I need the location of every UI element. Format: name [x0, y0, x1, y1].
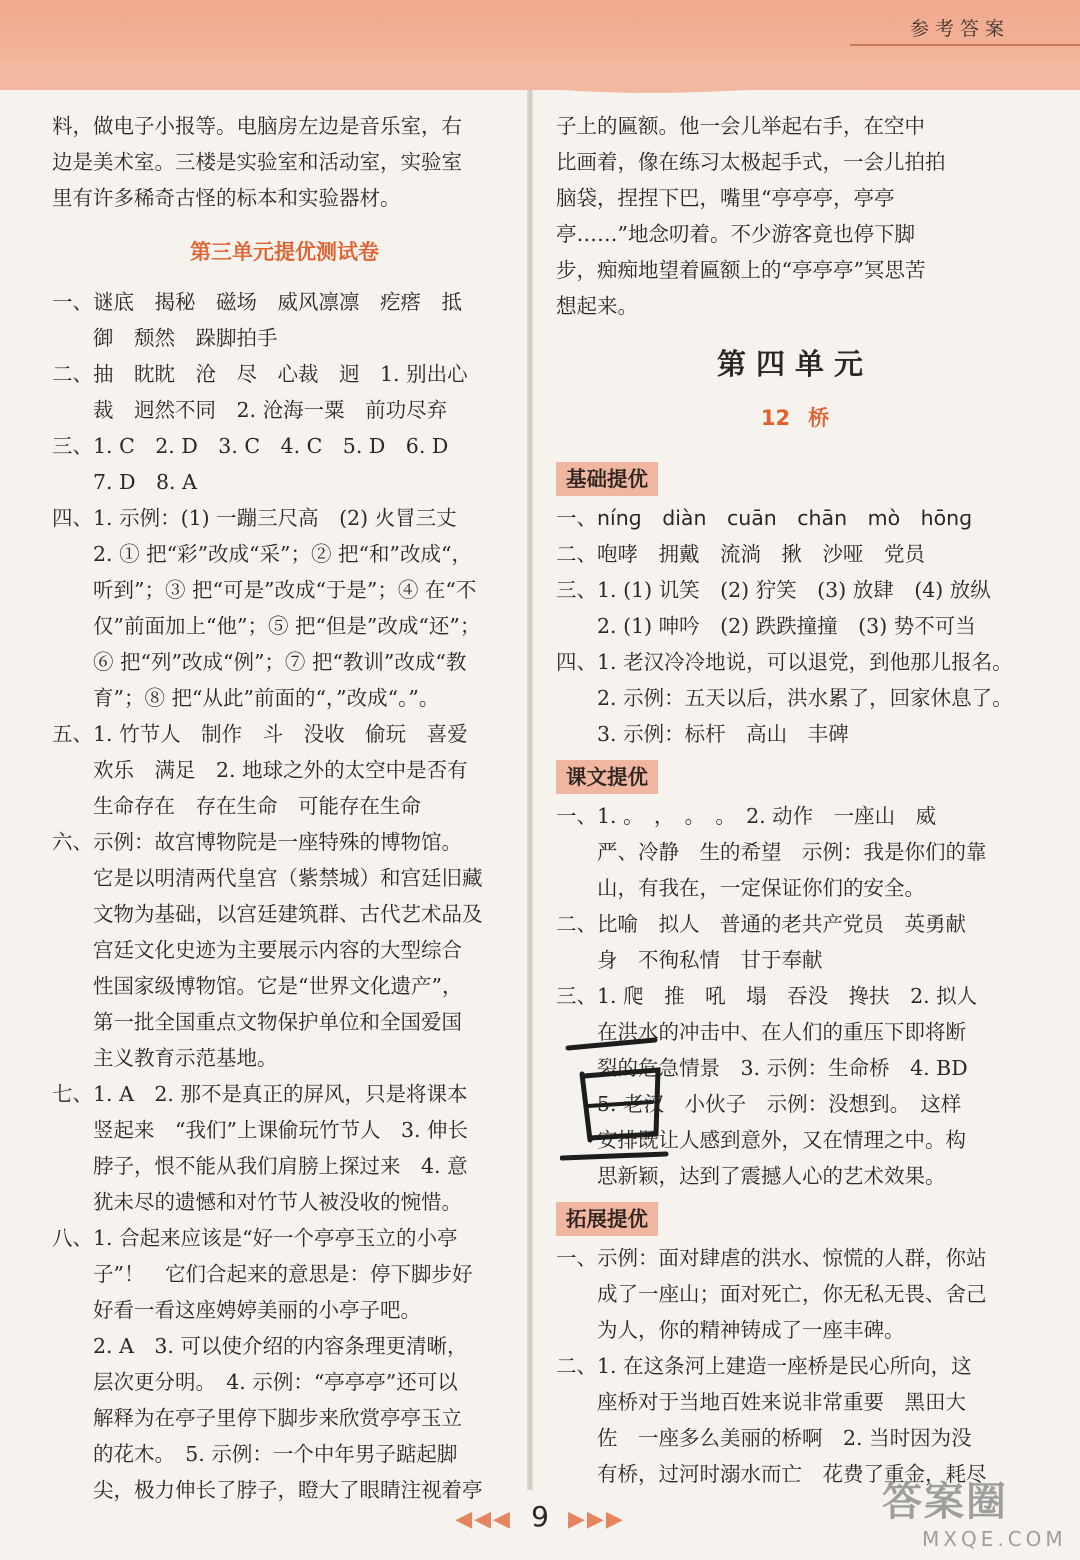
right-column	[556, 108, 1034, 1492]
text-line: 想起来。	[556, 294, 638, 318]
section-title: 第三单元提优测试卷	[190, 240, 379, 264]
text-line: 听到”；③ 把“可是”改成“于是”；④ 在“不	[93, 578, 477, 602]
text-line: 层次更分明。 4. 示例：“亭亭亭”还可以	[93, 1370, 458, 1394]
text-line: 二、咆哮 拥戴 流淌 揪 沙哑 党员	[556, 542, 925, 566]
text-line: 欢乐 满足 2. 地球之外的太空中是否有	[93, 758, 468, 782]
text-line: ⑥ 把“列”改成“例”；⑦ 把“教训”改成“教	[93, 650, 467, 674]
text-line: 三、1. C 2. D 3. C 4. C 5. D 6. D	[52, 434, 449, 458]
text-line: 四、1. 老汉冷冷地说，可以退党，到他那儿报名。	[556, 650, 1013, 674]
text-line: 二、1. 在这条河上建造一座桥是民心所向，这	[556, 1354, 972, 1378]
block-text	[556, 752, 1034, 1194]
lesson-title	[556, 400, 1034, 436]
text-line: 生命存在 存在生命 可能存在生命	[93, 794, 421, 818]
answer-item-8	[52, 1220, 517, 1508]
text-line: 3. 示例：标杆 高山 丰碑	[597, 722, 849, 746]
watermark-logo	[882, 1470, 1072, 1550]
text-line: 山，有我在，一定保证你们的安全。	[597, 876, 925, 900]
text-line: 身 不徇私情 甘于奉献	[597, 948, 823, 972]
text-line: 思新颖，达到了震撼人心的艺术效果。	[597, 1164, 946, 1188]
text-line: 子”！ 它们合起来的意思是：停下脚步好	[93, 1262, 473, 1286]
text-line: 它是以明清两代皇宫（紫禁城）和宫廷旧藏	[93, 866, 483, 890]
text-line: 2. ① 把“彩”改成“采”；② 把“和”改成“，	[93, 542, 472, 566]
text-line: 六、示例：故宫博物院是一座特殊的博物馆。	[52, 830, 462, 854]
text-line: 育”；⑧ 把“从此”前面的“，”改成“。”。	[93, 686, 440, 710]
text-line: 文物为基础，以宫廷建筑群、古代艺术品及	[93, 902, 483, 926]
text-line: 八、1. 合起来应该是“好一个亭亭玉立的小亭	[52, 1226, 458, 1250]
text-line: 一、nínɡ diàn cuān chān mò hōnɡ	[556, 506, 973, 530]
text-line: 裁 迥然不同 2. 沧海一粟 前功尽弃	[93, 398, 448, 422]
text-line: 宫廷文化史迹为主要展示内容的大型综合	[93, 938, 462, 962]
lesson-number: 12	[760, 406, 791, 430]
answer-item-3	[52, 428, 517, 500]
text-line: 佐 一座多么美丽的桥啊 2. 当时因为没	[597, 1426, 972, 1450]
text-line: 好看一看这座娉婷美丽的小亭子吧。	[93, 1298, 421, 1322]
text-line: 御 颓然 跺脚拍手	[93, 326, 278, 350]
text-line: 有桥，过河时溺水而亡 花费了重金，耗尽	[597, 1462, 987, 1486]
answer-item-1	[52, 284, 517, 356]
text-line: 子上的匾额。他一会儿举起右手，在空中	[556, 114, 925, 138]
text-line: 在洪水的冲击中、在人们的重压下即将断	[597, 1020, 966, 1044]
block-tag-basic: 基础提优	[556, 462, 658, 496]
answer-item-6	[52, 824, 517, 1076]
answer-item-7	[52, 1076, 517, 1220]
text-line: 一、1. 。 ， 。 。 2. 动作 一座山 威	[556, 804, 937, 828]
text-line: 里有许多稀奇古怪的标本和实验器材。	[52, 186, 401, 210]
text-line: 亭……”地念叨着。不少游客竟也停下脚	[556, 222, 915, 246]
text-line: 三、1. 爬 推 吼 塌 吞没 搀扶 2. 拟人	[556, 984, 978, 1008]
text-line: 裂的危急情景 3. 示例：生命桥 4. BD	[597, 1056, 968, 1080]
text-line: 三、1. (1) 讥笑 (2) 狞笑 (3) 放肆 (4) 放纵	[556, 578, 991, 602]
text-line: 5. 老汉 小伙子 示例：没想到。 这样	[597, 1092, 962, 1116]
text-line: 主义教育示范基地。	[93, 1046, 278, 1070]
text-line: 五、1. 竹节人 制作 斗 没收 偷玩 喜爱	[52, 722, 468, 746]
text-line: 为人，你的精神铸成了一座丰碑。	[597, 1318, 905, 1342]
answer-item-4	[52, 500, 517, 716]
prev-arrows-icon: ◀◀◀	[455, 1507, 512, 1532]
text-line: 第一批全国重点文物保护单位和全国爱国	[93, 1010, 462, 1034]
lesson-name: 桥	[808, 406, 830, 430]
next-arrows-icon: ▶▶▶	[568, 1507, 625, 1532]
text-line: 严、冷静 生的希望 示例：我是你们的靠	[597, 840, 987, 864]
text-line: 解释为在亭子里停下脚步来欣赏亭亭玉立	[93, 1406, 462, 1430]
block-tag-extend: 拓展提优	[556, 1202, 658, 1236]
header-answer-tag: 参考答案	[909, 18, 1010, 40]
watermark-url: MXQE.COM	[922, 1527, 1067, 1551]
text-line: 边是美术室。三楼是实验室和活动室，实验室	[52, 150, 462, 174]
right-intro	[556, 108, 1034, 324]
column-divider	[527, 90, 533, 1490]
watermark-title: 答案圈	[882, 1479, 1008, 1525]
text-line: 2. 示例：五天以后，洪水累了，回家休息了。	[597, 686, 1013, 710]
text-line: 步，痴痴地望着匾额上的“亭亭亭”冥思苦	[556, 258, 926, 282]
text-line: 料，做电子小报等。电脑房左边是音乐室，右	[52, 114, 462, 138]
text-line: 二、抽 眈眈 沧 尽 心裁 迥 1. 别出心	[52, 362, 468, 386]
text-line: 的花木。 5. 示例：一个中年男子踮起脚	[93, 1442, 458, 1466]
text-line: 二、比喻 拟人 普通的老共产党员 英勇献	[556, 912, 966, 936]
text-line: 性国家级博物馆。它是“世界文化遗产”，	[93, 974, 463, 998]
text-line: 七、1. A 2. 那不是真正的屏风，只是将课本	[52, 1082, 468, 1106]
text-line: 仅”前面加上“他”；⑤ 把“但是”改成“还”；	[93, 614, 481, 638]
text-line: 脖子，恨不能从我们肩膀上探过来 4. 意	[93, 1154, 468, 1178]
answer-item-5	[52, 716, 517, 824]
text-line: 安排既让人感到意外，又在情理之中。构	[597, 1128, 966, 1152]
text-line: 竖起来 “我们”上课偷玩竹节人 3. 伸长	[93, 1118, 469, 1142]
header-rule	[850, 44, 1080, 46]
left-intro	[52, 108, 517, 216]
text-line: 2. (1) 呻吟 (2) 跌跌撞撞 (3) 势不可当	[597, 614, 976, 638]
text-line: 2. A 3. 可以使介绍的内容条理更清晰，	[93, 1334, 468, 1358]
text-line: 一、谜底 揭秘 磁场 威风凛凛 疙瘩 抵	[52, 290, 462, 314]
text-line: 犹未尽的遗憾和对竹节人被没收的惋惜。	[93, 1190, 462, 1214]
text-line: 比画着，像在练习太极起手式，一会儿拍拍	[556, 150, 946, 174]
text-line: 一、示例：面对肆虐的洪水、惊慌的人群，你站	[556, 1246, 987, 1270]
unit-title: 第四单元	[716, 347, 873, 381]
text-line: 7. D 8. A	[93, 470, 197, 494]
block-extend	[556, 1194, 1034, 1492]
text-line: 成了一座山；面对死亡，你无私无畏、舍己	[597, 1282, 987, 1306]
text-line: 四、1. 示例：(1) 一蹦三尺高 (2) 火冒三丈	[52, 506, 457, 530]
left-column	[52, 108, 517, 1508]
block-tag-text: 课文提优	[556, 760, 658, 794]
page-number: 9	[531, 1500, 549, 1533]
text-line: 座桥对于当地百姓来说非常重要 黑田大	[597, 1390, 966, 1414]
answer-item-2	[52, 356, 517, 428]
text-line: 尖，极力伸长了脖子，瞪大了眼睛注视着亭	[93, 1478, 483, 1502]
text-line: 脑袋，捏捏下巴，嘴里“亭亭亭，亭亭	[556, 186, 895, 210]
block-basic	[556, 454, 1034, 752]
